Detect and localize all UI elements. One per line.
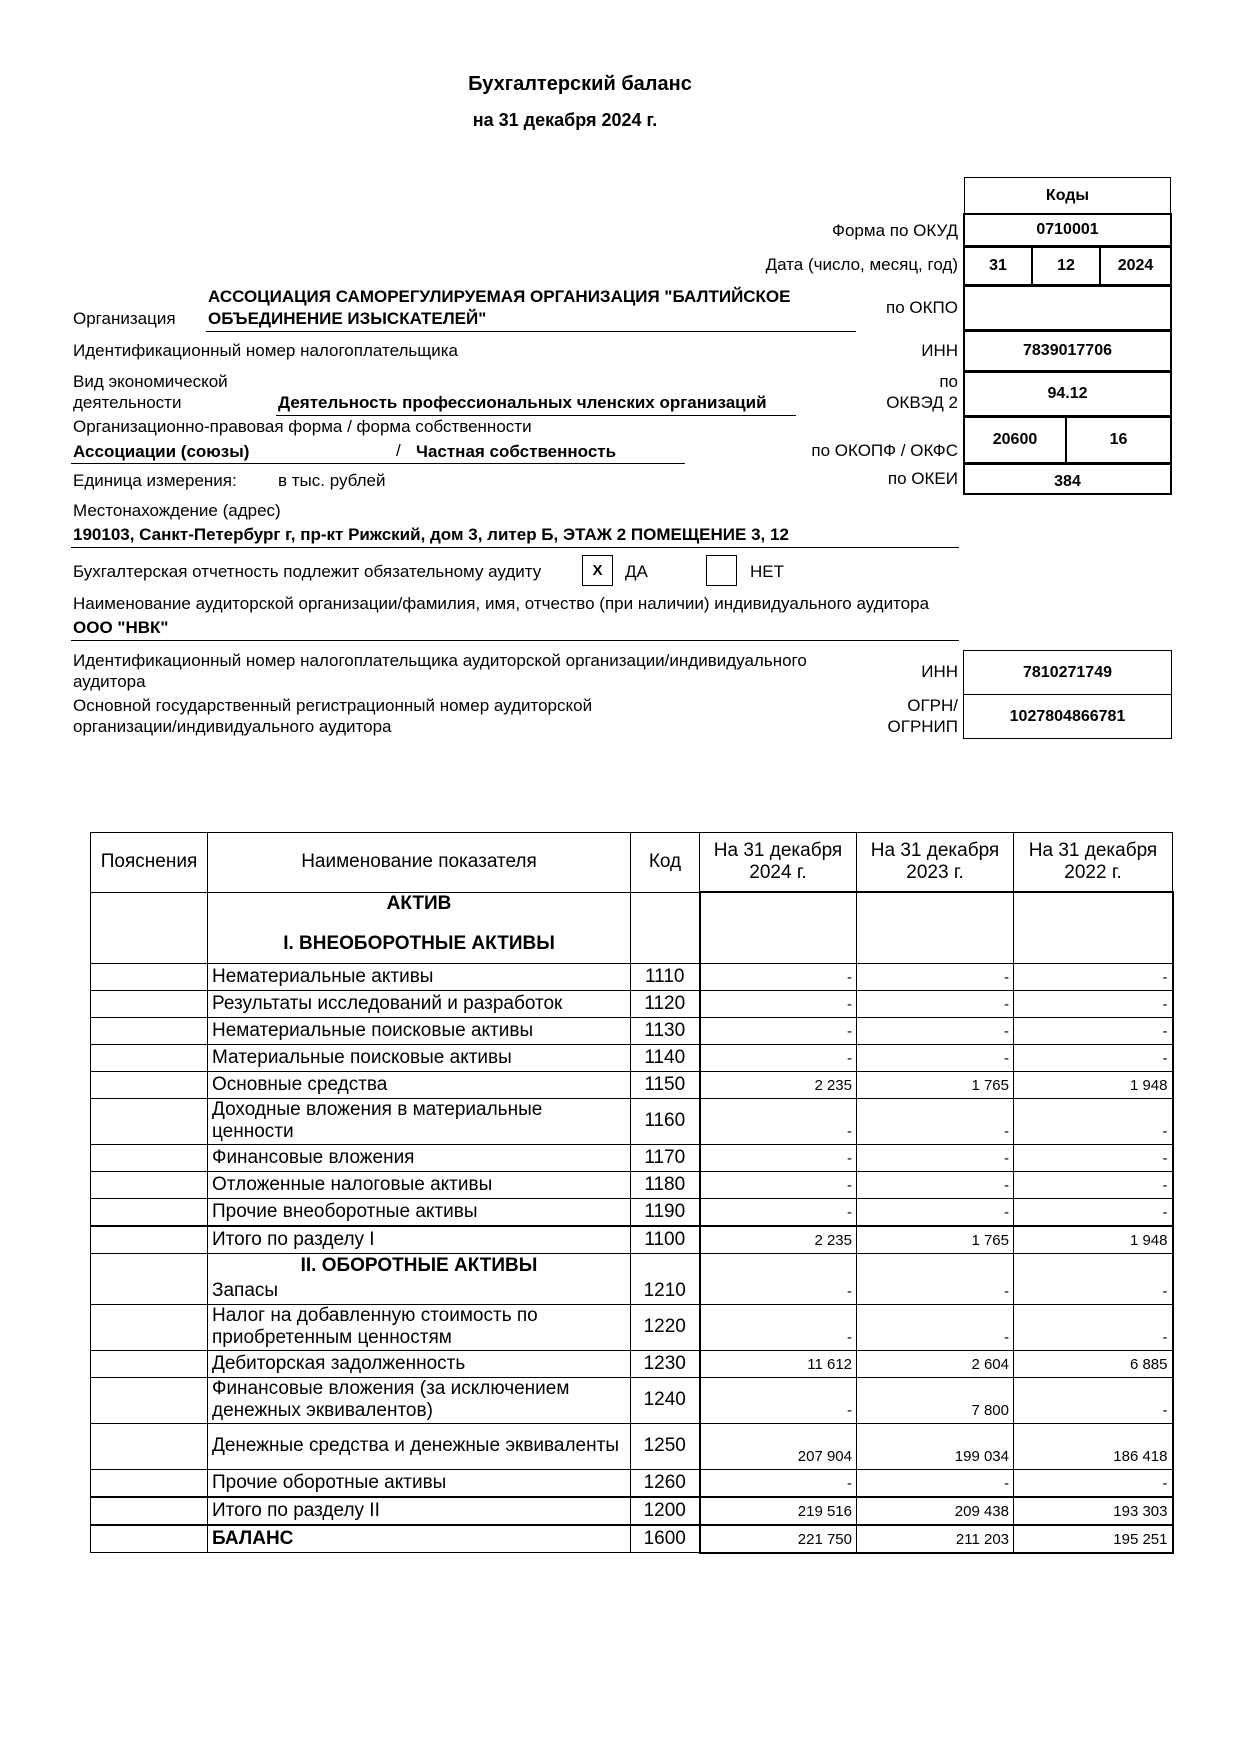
value-2023: - — [857, 963, 1014, 990]
indicator-code: 1210 — [631, 1278, 700, 1305]
value-2024: - — [700, 1017, 857, 1044]
date-month: 12 — [1031, 246, 1101, 286]
indicator-name: Итого по разделу II — [208, 1497, 631, 1525]
okopf-code: 20600 — [963, 416, 1067, 464]
indicator-name: Денежные средства и денежные эквиваленты — [208, 1423, 631, 1469]
indicator-code: 1170 — [631, 1144, 700, 1171]
okpo-label: по ОКПО — [886, 298, 958, 317]
ogrn-code-label-1: ОГРН/ — [907, 696, 958, 715]
table-row — [91, 1469, 1173, 1497]
audit-no-checkbox[interactable] — [706, 555, 737, 586]
date-label: Дата (число, месяц, год) — [765, 255, 958, 274]
audit-no-label: НЕТ — [750, 562, 784, 581]
header-2022 — [1014, 833, 1173, 893]
indicator-code: 1190 — [631, 1198, 700, 1226]
value-cell-2022 — [1014, 892, 1173, 963]
indicator-name: Отложенные налоговые активы — [208, 1171, 631, 1198]
okopf-label: по ОКОПФ / ОКФС — [811, 441, 958, 460]
notes-cell — [91, 1226, 208, 1254]
indicator-code: 1180 — [631, 1171, 700, 1198]
value-2022: - — [1014, 963, 1173, 990]
legal-form-value: Ассоциации (союзы) — [73, 442, 250, 461]
value-2022: - — [1014, 1304, 1173, 1350]
indicator-name: Нематериальные поисковые активы — [208, 1017, 631, 1044]
value-2024: 219 516 — [700, 1497, 857, 1525]
okpo-code — [963, 285, 1172, 331]
indicator-name: Доходные вложения в материальные ценности — [208, 1098, 631, 1144]
value-2022: - — [1014, 1144, 1173, 1171]
table-row — [91, 990, 1173, 1017]
indicator-code: 1150 — [631, 1071, 700, 1098]
table-row — [91, 1071, 1173, 1098]
notes-cell — [91, 1377, 208, 1423]
header-2023 — [857, 833, 1014, 893]
okfs-code: 16 — [1065, 416, 1172, 464]
ogrn-code: 1027804866781 — [963, 694, 1172, 739]
table-row — [91, 963, 1173, 990]
okved-label-1: по — [939, 372, 958, 391]
auditor-name: ООО "НВК" — [73, 618, 169, 637]
value-2022: - — [1014, 1198, 1173, 1226]
okved-code: 94.12 — [963, 371, 1172, 417]
value-2023: - — [857, 1044, 1014, 1071]
codes-header: Коды — [964, 177, 1171, 215]
value-2023: - — [857, 1469, 1014, 1497]
value-2024: - — [700, 1469, 857, 1497]
header-2022-l1: На 31 декабря — [1028, 840, 1158, 861]
notes-cell — [91, 1198, 208, 1226]
table-row — [91, 1044, 1173, 1071]
table-row — [91, 1350, 1173, 1377]
report-date: на 31 декабря 2024 г. — [472, 110, 658, 130]
indicator-name: Запасы — [208, 1278, 631, 1305]
indicator-name: Дебиторская задолженность — [208, 1350, 631, 1377]
activity-label-2: деятельности — [73, 393, 182, 412]
indicator-code: 1600 — [631, 1525, 700, 1553]
org-label: Организация — [73, 309, 176, 328]
ogrn-label-2: организации/индивидуального аудитора — [73, 717, 392, 736]
indicator-code: 1250 — [631, 1423, 700, 1469]
value-cell-2024 — [700, 1253, 857, 1278]
value-2024: 2 235 — [700, 1226, 857, 1254]
header-notes: Пояснения — [91, 833, 208, 893]
indicator-code: 1160 — [631, 1098, 700, 1144]
notes-cell — [91, 1171, 208, 1198]
value-2022: 6 885 — [1014, 1350, 1173, 1377]
indicator-name: Нематериальные активы — [208, 963, 631, 990]
indicator-name: Налог на добавленную стоимость по приобретенным ценностям — [208, 1304, 631, 1350]
okud-label: Форма по ОКУД — [832, 221, 958, 240]
indicator-code: 1100 — [631, 1226, 700, 1254]
value-2023: 199 034 — [857, 1423, 1014, 1469]
notes-cell — [91, 963, 208, 990]
value-2023: - — [857, 1198, 1014, 1226]
indicator-code: 1240 — [631, 1377, 700, 1423]
code-cell — [631, 1253, 700, 1278]
value-2024: - — [700, 1171, 857, 1198]
auditor-inn-label-2: аудитора — [73, 672, 146, 691]
value-2023: - — [857, 1304, 1014, 1350]
okei-label: по ОКЕИ — [887, 469, 958, 488]
value-2024: 207 904 — [700, 1423, 857, 1469]
header-name: Наименование показателя — [208, 833, 631, 893]
value-2023: 2 604 — [857, 1350, 1014, 1377]
indicator-name: Финансовые вложения (за исключением денежных эквивалентов) — [208, 1377, 631, 1423]
notes-cell — [91, 1098, 208, 1144]
value-2023: 209 438 — [857, 1497, 1014, 1525]
value-2024: - — [700, 1377, 857, 1423]
table-row — [91, 1144, 1173, 1171]
address-underline — [71, 547, 959, 548]
header-2024-l2: 2024 г. — [749, 862, 807, 883]
legal-form-label: Организационно-правовая форма / форма собственности — [73, 417, 532, 436]
value-cell-2024 — [700, 892, 857, 963]
org-name-line2: ОБЪЕДИНЕНИЕ ИЗЫСКАТЕЛЕЙ" — [208, 309, 487, 328]
indicator-name: Прочие оборотные активы — [208, 1469, 631, 1497]
notes-cell — [91, 990, 208, 1017]
table-row — [91, 1377, 1173, 1423]
indicator-name: Основные средства — [208, 1071, 631, 1098]
value-2022: 193 303 — [1014, 1497, 1173, 1525]
address-value: 190103, Санкт-Петербург г, пр-кт Рижский, дом 3, литер Б, ЭТАЖ 2 ПОМЕЩЕНИЕ 3, 12 — [73, 525, 789, 544]
activity-underline — [276, 415, 796, 416]
auditor-inn-code: 7810271749 — [963, 650, 1172, 695]
value-2023: 211 203 — [857, 1525, 1014, 1553]
table-row — [91, 1017, 1173, 1044]
section-2-title: II. ОБОРОТНЫЕ АКТИВЫ — [208, 1253, 631, 1278]
value-2022: - — [1014, 1044, 1173, 1071]
notes-cell — [91, 892, 208, 963]
ogrn-label-1: Основной государственный регистрационный номер аудиторской — [73, 696, 593, 715]
notes-cell — [91, 1044, 208, 1071]
value-2024: - — [700, 990, 857, 1017]
value-2022: - — [1014, 990, 1173, 1017]
date-year: 2024 — [1099, 246, 1172, 286]
value-2024: - — [700, 1144, 857, 1171]
org-name-line1: АССОЦИАЦИЯ САМОРЕГУЛИРУЕМАЯ ОРГАНИЗАЦИЯ "БАЛТИЙСКОЕ — [208, 287, 791, 306]
indicator-code: 1230 — [631, 1350, 700, 1377]
value-2024: - — [700, 1044, 857, 1071]
notes-cell — [91, 1497, 208, 1525]
section-row — [91, 892, 1173, 963]
aktiv-title: АКТИВ — [386, 892, 452, 914]
value-2022: - — [1014, 1017, 1173, 1044]
value-2022: - — [1014, 1278, 1173, 1305]
indicator-code: 1220 — [631, 1304, 700, 1350]
indicator-code: 1110 — [631, 963, 700, 990]
value-2022: - — [1014, 1171, 1173, 1198]
audit-yes-label: ДА — [625, 562, 648, 581]
value-2023: - — [857, 990, 1014, 1017]
indicator-code: 1140 — [631, 1044, 700, 1071]
notes-cell — [91, 1017, 208, 1044]
value-2022: - — [1014, 1469, 1173, 1497]
indicator-name: Материальные поисковые активы — [208, 1044, 631, 1071]
org-name-underline — [206, 331, 856, 332]
activity-label-1: Вид экономической — [73, 372, 228, 391]
unit-value: в тыс. рублей — [278, 471, 386, 490]
value-2023: - — [857, 1144, 1014, 1171]
value-2023: - — [857, 1098, 1014, 1144]
table-row — [91, 1226, 1173, 1254]
value-2022: 1 948 — [1014, 1071, 1173, 1098]
notes-cell — [91, 1253, 208, 1278]
legal-form-slash: / — [396, 441, 401, 460]
auditor-inn-label-1: Идентификационный номер налогоплательщика аудиторской организации/индивидуального — [73, 651, 807, 670]
value-2022: - — [1014, 1098, 1173, 1144]
indicator-code: 1200 — [631, 1497, 700, 1525]
table-row — [91, 1098, 1173, 1144]
auditor-underline — [71, 640, 959, 641]
auditor-inn-code-label: ИНН — [921, 662, 958, 681]
okved-label-2: ОКВЭД 2 — [886, 393, 958, 412]
notes-cell — [91, 1469, 208, 1497]
header-2024-l1: На 31 декабря — [713, 840, 843, 861]
ogrn-code-label-2: ОГРНИП — [887, 717, 958, 736]
header-2024 — [700, 833, 857, 893]
indicator-code: 1120 — [631, 990, 700, 1017]
indicator-name: Финансовые вложения — [208, 1144, 631, 1171]
header-2023-l1: На 31 декабря — [870, 840, 1000, 861]
activity-value: Деятельность профессиональных членских организаций — [278, 393, 767, 412]
indicator-code: 1130 — [631, 1017, 700, 1044]
table-row — [91, 1497, 1173, 1525]
value-2023: - — [857, 1017, 1014, 1044]
value-2022: 195 251 — [1014, 1525, 1173, 1553]
table-body — [91, 892, 1173, 1553]
value-cell-2023 — [857, 1253, 1014, 1278]
section-1-title: I. ВНЕОБОРОТНЫЕ АКТИВЫ — [283, 932, 555, 954]
value-2023: 1 765 — [857, 1226, 1014, 1254]
header-2023-l2: 2023 г. — [906, 862, 964, 883]
value-2023: 1 765 — [857, 1071, 1014, 1098]
date-day: 31 — [963, 246, 1033, 286]
auditor-label: Наименование аудиторской организации/фамилия, имя, отчество (при наличии) индивидуального аудитора — [73, 594, 930, 613]
header-2022-l2: 2022 г. — [1064, 862, 1122, 883]
inn-label: Идентификационный номер налогоплательщика — [73, 341, 458, 360]
value-cell-2022 — [1014, 1253, 1173, 1278]
table-row — [91, 1171, 1173, 1198]
table-row — [91, 1525, 1173, 1553]
indicator-name: Результаты исследований и разработок — [208, 990, 631, 1017]
notes-cell — [91, 1071, 208, 1098]
notes-cell — [91, 1423, 208, 1469]
notes-cell — [91, 1278, 208, 1305]
section-row — [91, 1253, 1173, 1278]
value-2024: - — [700, 1098, 857, 1144]
notes-cell — [91, 1525, 208, 1553]
table-row — [91, 1278, 1173, 1305]
value-2022: - — [1014, 1377, 1173, 1423]
inn-code-label: ИНН — [921, 341, 958, 360]
audit-yes-checkbox[interactable]: X — [582, 555, 613, 586]
value-2023: - — [857, 1171, 1014, 1198]
notes-cell — [91, 1144, 208, 1171]
ownership-value: Частная собственность — [416, 442, 617, 461]
value-2022: 186 418 — [1014, 1423, 1173, 1469]
unit-label: Единица измерения: — [73, 471, 237, 490]
legal-form-underline — [71, 463, 685, 464]
notes-cell — [91, 1304, 208, 1350]
table-header-row — [91, 833, 1173, 893]
indicator-name: Прочие внеоборотные активы — [208, 1198, 631, 1226]
header-code: Код — [631, 833, 700, 893]
table-row — [91, 1304, 1173, 1350]
value-2023: - — [857, 1278, 1014, 1305]
okei-code: 384 — [963, 463, 1172, 495]
code-cell — [631, 892, 700, 963]
value-2024: - — [700, 1278, 857, 1305]
value-2022: 1 948 — [1014, 1226, 1173, 1254]
value-2024: 2 235 — [700, 1071, 857, 1098]
okud-code: 0710001 — [963, 213, 1172, 247]
indicator-code: 1260 — [631, 1469, 700, 1497]
table-row — [91, 1423, 1173, 1469]
value-2024: - — [700, 1304, 857, 1350]
value-2023: 7 800 — [857, 1377, 1014, 1423]
notes-cell — [91, 1350, 208, 1377]
value-cell-2023 — [857, 892, 1014, 963]
value-2024: - — [700, 1198, 857, 1226]
section-header-aktiv — [208, 892, 631, 963]
audit-question: Бухгалтерская отчетность подлежит обязательному аудиту — [73, 562, 542, 581]
balance-table — [90, 832, 1174, 1554]
indicator-name: БАЛАНС — [208, 1525, 631, 1553]
address-label: Местонахождение (адрес) — [73, 501, 281, 520]
value-2024: - — [700, 963, 857, 990]
value-2024: 221 750 — [700, 1525, 857, 1553]
value-2024: 11 612 — [700, 1350, 857, 1377]
indicator-name: Итого по разделу I — [208, 1226, 631, 1254]
inn-code: 7839017706 — [963, 330, 1172, 372]
table-row — [91, 1198, 1173, 1226]
page-title: Бухгалтерский баланс — [468, 73, 692, 95]
